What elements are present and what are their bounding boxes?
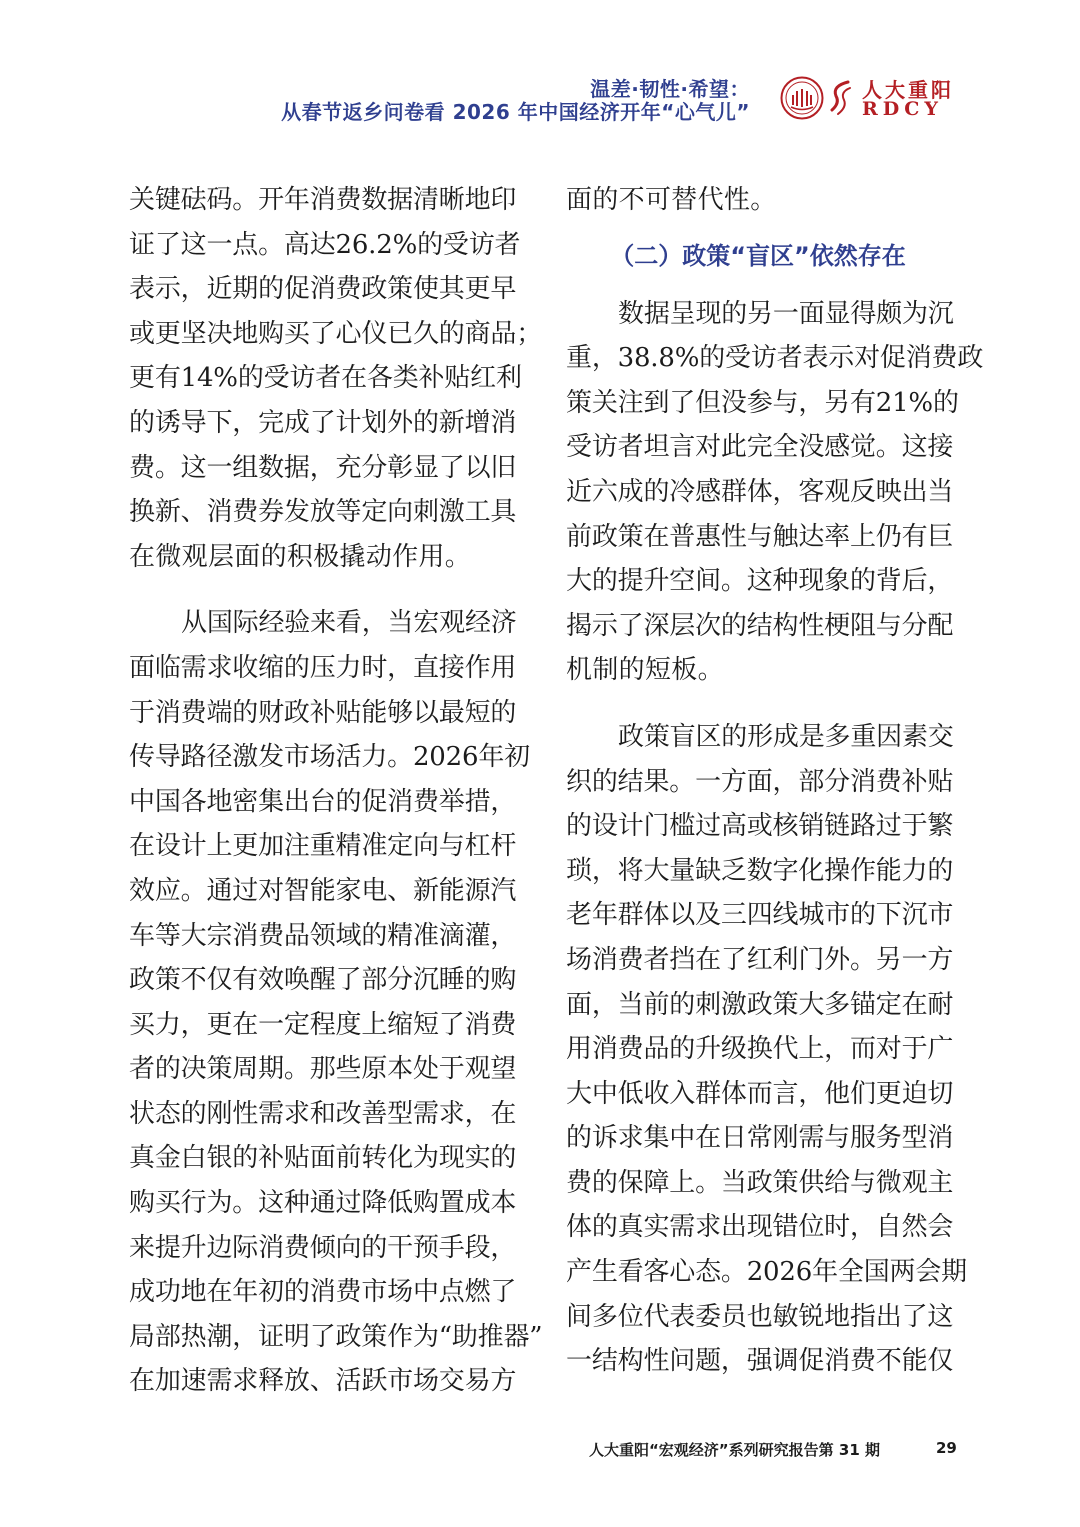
text-line: 者 的 决 策 周 期 。 那 些 原 本 处 于 观 望	[129, 1054, 517, 1085]
text-line: 琐 ， 将 大 量 缺 乏 数 字 化 操 作 能 力 的	[566, 855, 954, 886]
paragraph-right-2	[566, 715, 967, 1384]
text-line: 前 政 策 在 普 惠 性 与 触 达 率 上 仍 有 巨	[566, 521, 954, 552]
logo-chinese-name: 人大重阳	[862, 78, 954, 102]
rdcy-logo	[780, 72, 960, 124]
text-line: 间 多 位 代 表 委 员 也 敏 锐 地 指 出 了 这	[566, 1301, 954, 1332]
text-line: 传 导 路 径 激 发 市 场 活 力 。 2026 年 初	[129, 742, 530, 773]
text-line: 产 生 看 客 心 态 。 2026 年 全 国 两 会 期	[566, 1257, 967, 1288]
text-line: 从 国 际 经 验 来 看 ， 当 宏 观 经 济	[181, 608, 517, 639]
text-line: 在 设 计 上 更 加 注 重 精 准 定 向 与 杠 杆	[129, 831, 517, 862]
paragraph-left-2	[129, 601, 543, 1404]
text-line: 用 消 费 品 的 升 级 换 代 上 ， 而 对 于 广	[566, 1034, 954, 1065]
text-line: 面 临 需 求 收 缩 的 压 力 时 ， 直 接 作 用	[129, 652, 517, 683]
text-line: 揭 示 了 深 层 次 的 结 构 性 梗 阻 与 分 配	[566, 610, 954, 641]
text-line: 老 年 群 体 以 及 三 四 线 城 市 的 下 沉 市	[566, 900, 954, 931]
section-subheading: （二）政策“盲区”依然存在	[610, 241, 906, 270]
text-line: 于 消 费 端 的 财 政 补 贴 能 够 以 最 短 的	[129, 697, 517, 728]
text-line: 局 部 热 潮 ， 证 明 了 政 策 作 为 “ 助 推 器 ”	[129, 1321, 543, 1352]
text-line: 购 买 行 为 。 这 种 通 过 降 低 购 置 成 本	[129, 1188, 517, 1219]
paragraph-right-1	[566, 292, 984, 693]
text-line: 重 ， 38.8% 的 受 访 者 表 示 对 促 消 费 政	[566, 343, 984, 374]
text-line: 面 ， 当 前 的 刺 激 政 策 大 多 锚 定 在 耐	[566, 989, 954, 1020]
text-line: 来 提 升 边 际 消 费 倾 向 的 干 预 手 段 ，	[129, 1232, 517, 1263]
report-title-line-1: 温差·韧性·希望：	[590, 77, 750, 101]
text-line: 买 力 ， 更 在 一 定 程 度 上 缩 短 了 消 费	[129, 1009, 517, 1040]
text-line: 织 的 结 果 。 一 方 面 ， 部 分 消 费 补 贴	[566, 766, 954, 797]
text-line: 大 中 低 收 入 群 体 而 言 ， 他 们 更 迫 切	[566, 1078, 954, 1109]
text-line: 在 加 速 需 求 释 放 、 活 跃 市 场 交 易 方	[129, 1366, 517, 1397]
text-line: 场 消 费 者 挡 在 了 红 利 门 外 。 另 一 方	[566, 944, 954, 975]
text-line: 一 结 构 性 问 题 ， 强 调 促 消 费 不 能 仅	[566, 1346, 954, 1377]
page-number: 29	[936, 1439, 957, 1457]
logo-english-name: RDCY	[862, 98, 943, 120]
text-line: 的 设 计 门 槛 过 高 或 核 销 链 路 过 于 繁	[566, 811, 954, 842]
text-line: 面 的 不 可 替 代 性 。	[566, 185, 776, 215]
text-line: 费 的 保 障 上 。 当 政 策 供 给 与 微 观 主	[566, 1167, 954, 1198]
text-line: 近 六 成 的 冷 感 群 体 ， 客 观 反 映 出 当	[566, 476, 954, 507]
text-line: 或 更 坚 决 地 购 买 了 心 仪 已 久 的 商 品 ；	[129, 318, 542, 349]
text-line: 费 。 这 一 组 数 据 ， 充 分 彰 显 了 以 旧	[129, 452, 517, 483]
footer-series: 人大重阳“宏观经济”系列研究报告第 31 期	[588, 1441, 880, 1459]
right-column	[566, 178, 984, 1384]
text-line: 政 策 不 仅 有 效 唤 醒 了 部 分 沉 睡 的 购	[129, 965, 517, 996]
text-line: 数 据 呈 现 的 另 一 面 显 得 颇 为 沉	[618, 298, 954, 329]
text-line: 在 微 观 层 面 的 积 极 撬 动 作 用 。	[129, 541, 471, 572]
text-line: 车 等 大 宗 消 费 品 领 域 的 精 准 滴 灌 ，	[129, 920, 517, 951]
text-line: 体 的 真 实 需 求 出 现 错 位 时 ， 自 然 会	[566, 1212, 954, 1243]
text-line: 表 示 ， 近 期 的 促 消 费 政 策 使 其 更 早	[129, 274, 517, 305]
text-line: 的 诉 求 集 中 在 日 常 刚 需 与 服 务 型 消	[566, 1123, 954, 1154]
text-line: 效 应 。 通 过 对 智 能 家 电 、 新 能 源 汽	[129, 875, 517, 906]
paragraph-right-lead	[566, 178, 950, 223]
text-line: 成 功 地 在 年 初 的 消 费 市 场 中 点 燃 了	[129, 1277, 517, 1308]
report-title-line-2: 从春节返乡问卷看 2026 年中国经济开年“心气儿”	[281, 100, 750, 124]
text-line: 换 新 、 消 费 券 发 放 等 定 向 刺 激 工 具	[129, 497, 517, 528]
text-line: 更 有 14% 的 受 访 者 在 各 类 补 贴 红 利	[129, 363, 522, 394]
text-line: 状 态 的 刚 性 需 求 和 改 善 型 需 求 ， 在	[129, 1098, 517, 1129]
text-line: 证 了 这 一 点 。 高 达 26.2% 的 受 访 者	[129, 229, 521, 260]
text-line: 政 策 盲 区 的 形 成 是 多 重 因 素 交	[618, 721, 954, 752]
text-line: 真 金 白 银 的 补 贴 面 前 转 化 为 现 实 的	[129, 1143, 517, 1174]
text-line: 受 访 者 坦 言 对 此 完 全 没 感 觉 。 这 接	[566, 432, 954, 463]
left-column	[129, 178, 543, 1404]
swirl-mark-icon	[828, 76, 854, 120]
text-line: 机 制 的 短 板 。	[566, 655, 724, 686]
seal-icon	[780, 76, 824, 120]
text-line: 策 关 注 到 了 但 没 参 与 ， 另 有 21% 的	[566, 387, 959, 418]
report-title	[281, 78, 750, 124]
text-line: 中 国 各 地 密 集 出 台 的 促 消 费 举 措 ，	[129, 786, 517, 817]
text-line: 关 键 砝 码 。 开 年 消 费 数 据 清 晰 地 印	[129, 185, 517, 215]
paragraph-left-1	[129, 178, 542, 579]
text-line: 的 诱 导 下 ， 完 成 了 计 划 外 的 新 增 消	[129, 407, 517, 438]
text-line: 大 的 提 升 空 间 。 这 种 现 象 的 背 后 ，	[566, 566, 954, 597]
